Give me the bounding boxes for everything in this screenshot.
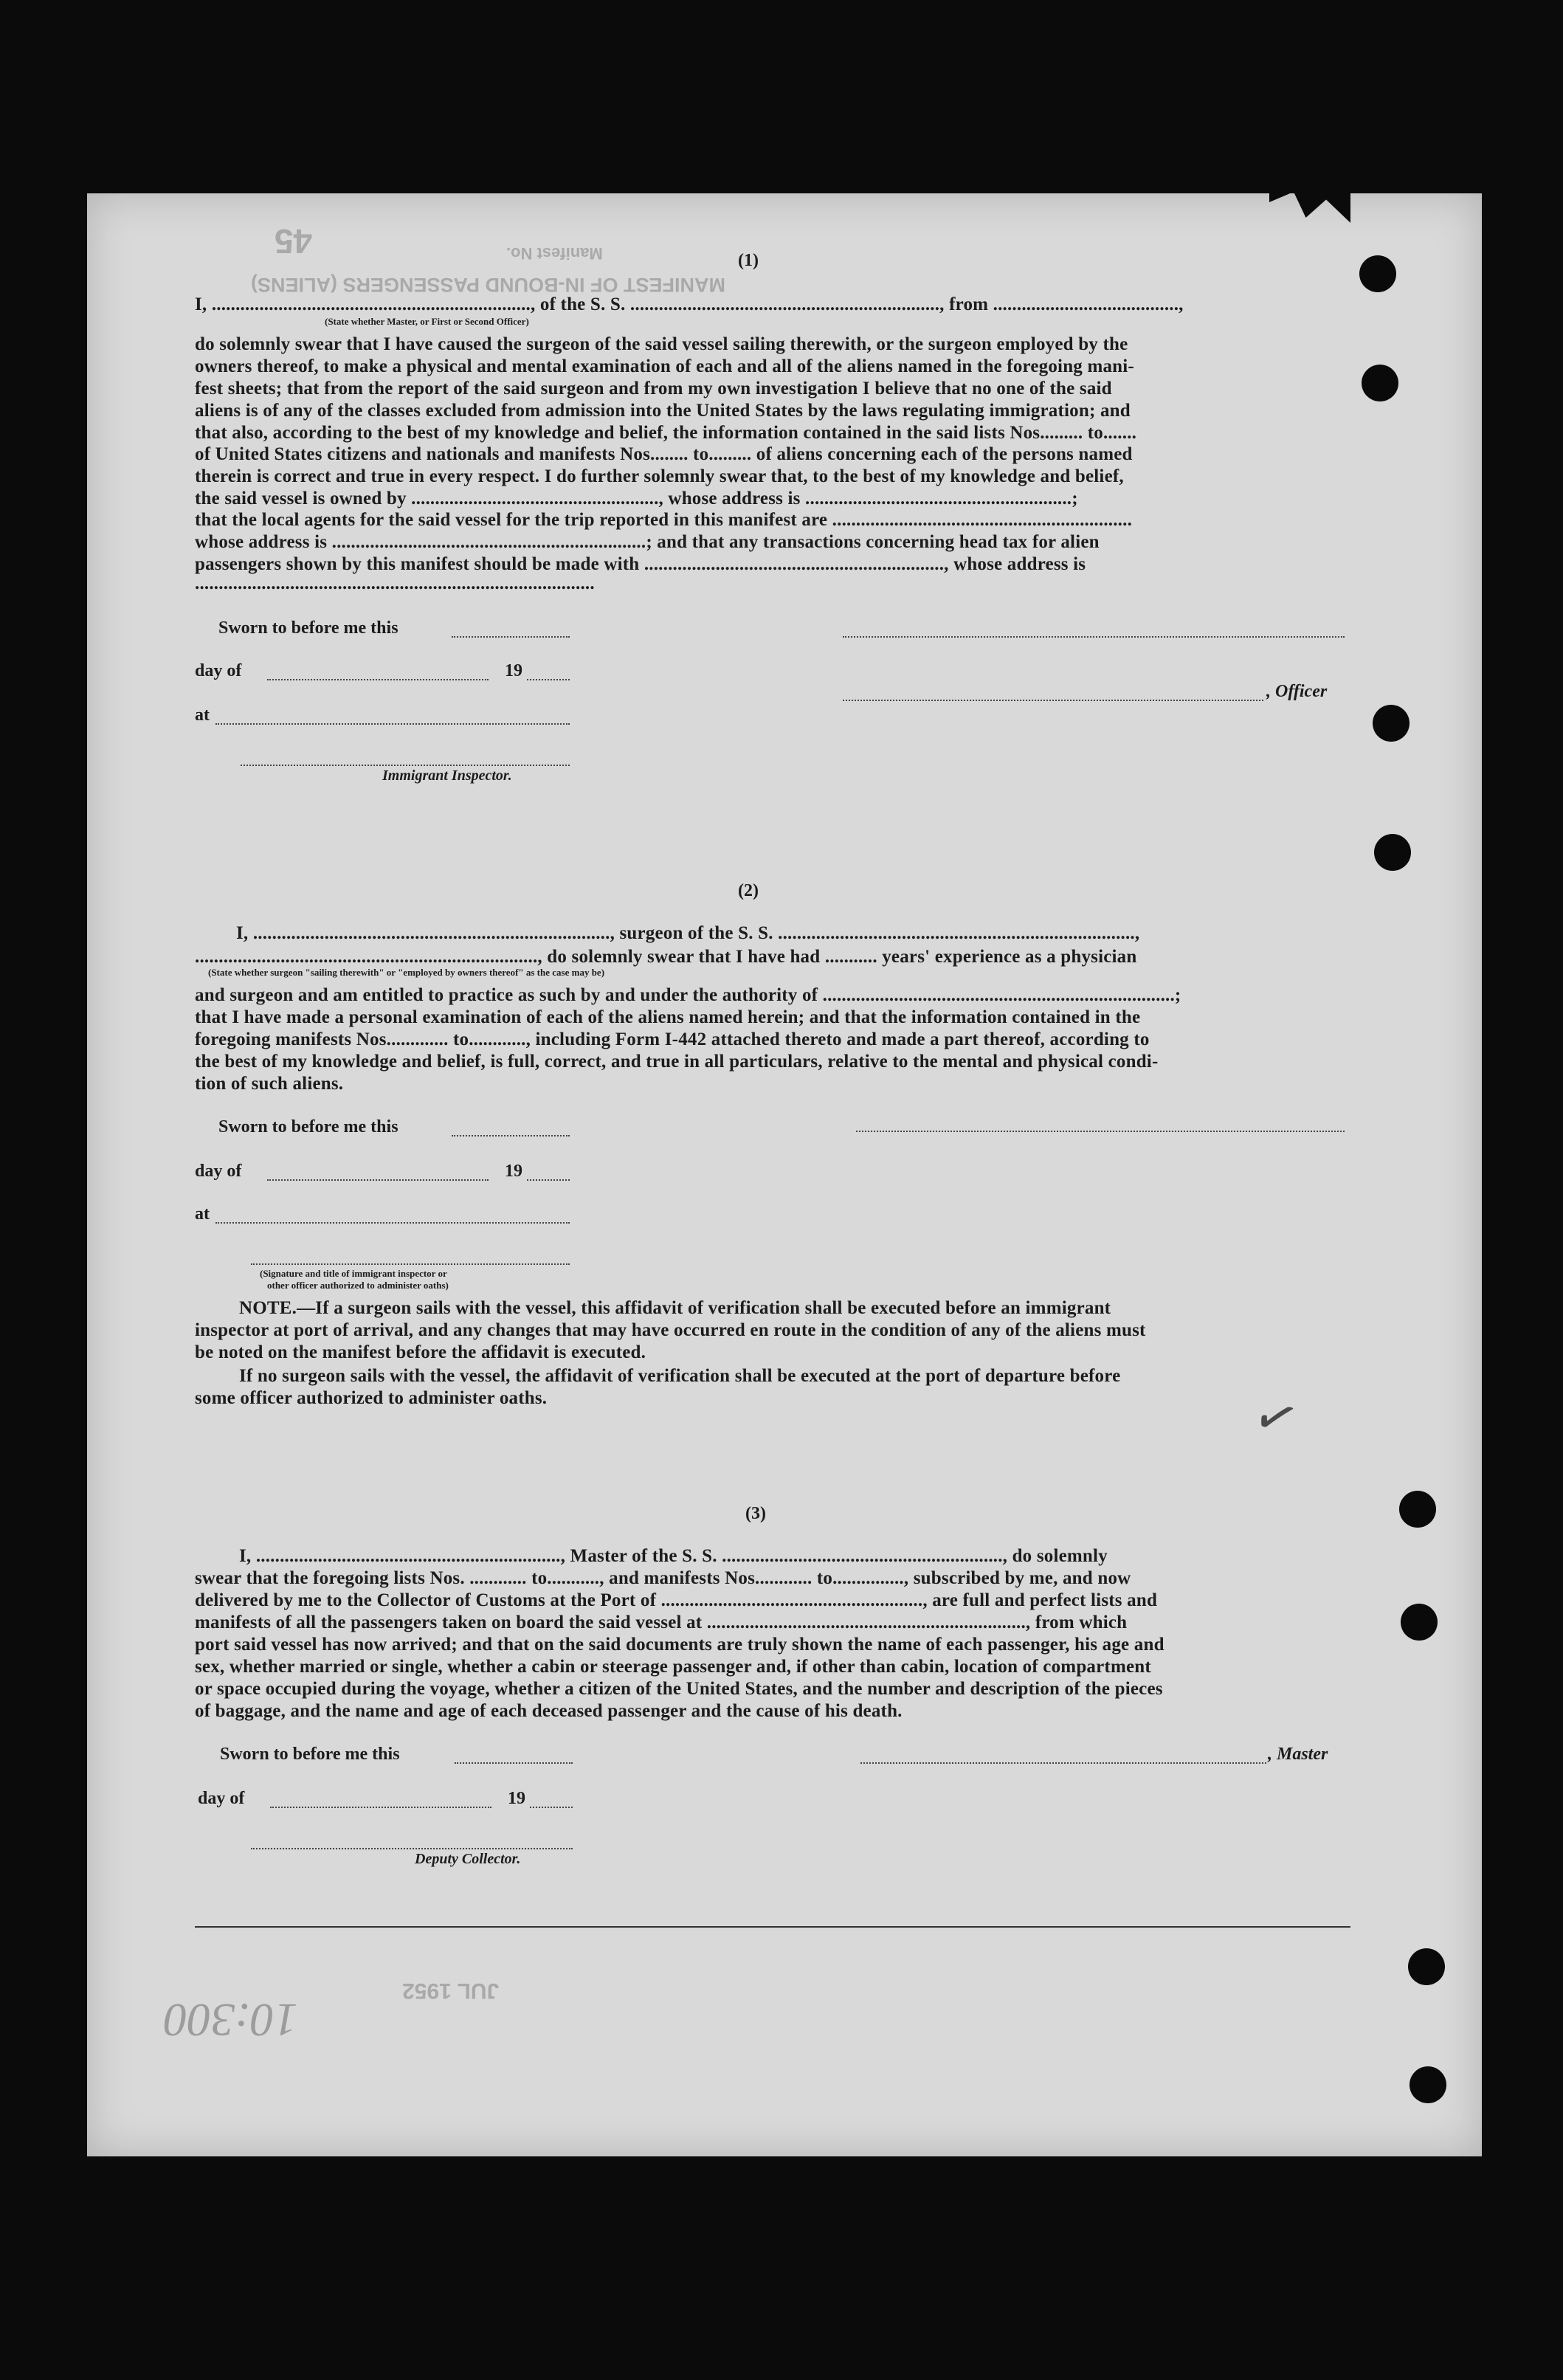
officer-signature-line xyxy=(843,636,1345,638)
section1-body-line: owners thereof, to make a physical and mental examination of each and all of the aliens named in the foregoing mani- xyxy=(195,356,1134,376)
section2-note-line: If no surgeon sails with the vessel, the affidavit of verification shall be executed at the port of departure before xyxy=(239,1366,1121,1386)
section1-body-line: do solemnly swear that I have caused the surgeon of the said vessel sailing therewith, or the surgeon employed by the xyxy=(195,334,1128,354)
punch-hole xyxy=(1359,255,1396,292)
master-signature-line xyxy=(860,1762,1266,1764)
at-line xyxy=(215,1222,570,1224)
section2-body-line: the best of my knowledge and belief, is full, correct, and true in all particulars, relative to the mental and physical condi- xyxy=(195,1052,1159,1072)
section1-body-line: passengers shown by this manifest should be made with ..............................................................., whose address is xyxy=(195,554,1086,574)
section3-body-line: manifests of all the passengers taken on board the said vessel at ..................................................................., from which xyxy=(195,1612,1128,1632)
master-word: Master xyxy=(1277,1745,1328,1764)
section2-body-line: that I have made a personal examination of each of the aliens named herein; and that the information contained in the xyxy=(195,1007,1141,1027)
ghost-stamp: JUL 1952 xyxy=(402,1979,500,2003)
year-line xyxy=(530,1807,573,1808)
section1-intro: I, ..................................................................., of the S. S. ................................................................., from ......................................., xyxy=(195,294,1184,314)
section2-body-line: foregoing manifests Nos............. to............, including Form I-442 attached thereto and made a part thereof, according to xyxy=(195,1029,1150,1049)
section2-note-line: be noted on the manifest before the affidavit is executed. xyxy=(195,1342,646,1362)
section1-officer-note: (State whether Master, or First or Second Officer) xyxy=(325,316,529,327)
section2-number: (2) xyxy=(738,881,759,900)
ghost-handwritten: 10:300 xyxy=(164,1994,298,2046)
section1-at-label: at xyxy=(195,706,210,725)
year-line xyxy=(527,679,570,680)
bottom-rule xyxy=(195,1926,1350,1928)
section1-inspector-label: Immigrant Inspector. xyxy=(382,768,512,784)
section3-master-label: , Master xyxy=(1268,1745,1328,1764)
punch-hole xyxy=(1408,1948,1445,1985)
section3-body-line: of baggage, and the name and age of each deceased passenger and the cause of his death. xyxy=(195,1701,903,1721)
surgeon-signature-line xyxy=(856,1131,1345,1132)
section3-day-label: day of xyxy=(198,1789,245,1808)
section2-year-label: 19 xyxy=(505,1162,522,1181)
punch-hole xyxy=(1410,2066,1446,2103)
at-line xyxy=(215,723,570,725)
day-line xyxy=(267,1179,489,1181)
section3-body-line: or space occupied during the voyage, whether a citizen of the United States, and the number and description of the pieces xyxy=(195,1679,1163,1699)
sworn-date-line xyxy=(452,1135,570,1136)
section2-body-line: and surgeon and am entitled to practice as such by and under the authority of ..........................................................................; xyxy=(195,985,1181,1005)
section1-body-line: aliens is of any of the classes excluded from admission into the United States by the laws regulating immigration; and xyxy=(195,401,1131,421)
section3-body-line: port said vessel has now arrived; and that on the said documents are truly shown the name of each passenger, his age and xyxy=(195,1635,1165,1655)
section1-officer-label: , Officer xyxy=(1266,682,1328,701)
section1-day-label: day of xyxy=(195,661,242,680)
punch-hole xyxy=(1362,365,1398,401)
day-line xyxy=(267,679,489,680)
section1-body-line: whose address is ..................................................................; and that any transactions concerning head tax for alien xyxy=(195,532,1100,552)
section2-at-label: at xyxy=(195,1204,210,1224)
section2-sig-note-2: other officer authorized to administer oaths) xyxy=(267,1280,449,1291)
officer-word: Officer xyxy=(1275,682,1328,701)
section3-sworn-label: Sworn to before me this xyxy=(220,1745,400,1764)
section3-body-line: sex, whether married or single, whether a cabin or steerage passenger and, if other than cabin, location of compartment xyxy=(195,1657,1151,1677)
section1-body-line: that the local agents for the said vessel for the trip reported in this manifest are ............................................................... xyxy=(195,510,1133,530)
section2-day-label: day of xyxy=(195,1162,242,1181)
check-mark: ✓ xyxy=(1245,1382,1307,1454)
section3-body-line: swear that the foregoing lists Nos. ............ to..........., and manifests Nos............ to..............., subscribed by me, and now xyxy=(195,1568,1131,1588)
punch-hole xyxy=(1374,834,1411,871)
section2-sworn-label: Sworn to before me this xyxy=(218,1117,398,1136)
section1-body-line: of United States citizens and nationals and manifests Nos........ to......... of aliens concerning each of the persons named xyxy=(195,444,1133,464)
inspector-signature-line xyxy=(251,1263,570,1265)
section1-sworn-label: Sworn to before me this xyxy=(218,618,398,638)
ghost-title: MANIFEST OF IN-BOUND PASSENGERS (ALIENS) xyxy=(251,274,726,296)
section2-note-line: NOTE.—If a surgeon sails with the vessel, this affidavit of verification shall be executed before an immigrant xyxy=(239,1298,1111,1318)
section3-collector-label: Deputy Collector. xyxy=(415,1851,521,1867)
ghost-manifest-no: 45 xyxy=(275,222,313,261)
collector-signature-line xyxy=(251,1848,573,1849)
ghost-manifest-label: Manifest No. xyxy=(506,244,603,263)
section1-body-line: .................................................................................... xyxy=(195,573,595,593)
punch-hole xyxy=(1399,1491,1436,1528)
section1-body-line: the said vessel is owned by ...................................................., whose address is ........................................................; xyxy=(195,489,1078,508)
section1-body-line: fest sheets; that from the report of the said surgeon and from my own investigation I believe that no one of the said xyxy=(195,379,1112,399)
sworn-date-line xyxy=(452,636,570,638)
section3-year-label: 19 xyxy=(508,1789,525,1808)
section2-intro: I, ..........................................................................., surgeon of the S. S. ..........................................................................., xyxy=(236,923,1140,943)
section2-note-line: inspector at port of arrival, and any changes that may have occurred en route in the condition of any of the aliens must xyxy=(195,1320,1146,1340)
section1-number: (1) xyxy=(738,251,759,270)
section1-body-line: that also, according to the best of my knowledge and belief, the information contained in the said lists Nos......... to....... xyxy=(195,423,1137,443)
section3-body-line: delivered by me to the Collector of Customs at the Port of ......................................................., are full and perfect lists and xyxy=(195,1590,1158,1610)
punch-hole xyxy=(1401,1604,1438,1641)
section3-body-line: I, ................................................................, Master of the S. S. ..........................................................., do solemnly xyxy=(239,1546,1108,1566)
section2-surgeon-note: (State whether surgeon "sailing therewith" or "employed by owners thereof" as the case may be) xyxy=(208,967,605,978)
section2-intro-2: ........................................................................, do solemnly swear that I have had ........... years' experience as a physician xyxy=(195,947,1137,967)
day-line xyxy=(270,1807,491,1808)
officer-title-line xyxy=(843,700,1263,701)
section1-year-label: 19 xyxy=(505,661,522,680)
section2-body-line: tion of such aliens. xyxy=(195,1074,344,1094)
inspector-signature-line xyxy=(241,765,570,766)
section1-body-line: therein is correct and true in every respect. I do further solemnly swear that, to the best of my knowledge and belief, xyxy=(195,466,1124,486)
section3-number: (3) xyxy=(745,1504,766,1523)
punch-hole xyxy=(1373,705,1410,742)
sworn-date-line xyxy=(455,1762,573,1764)
section2-note-line: some officer authorized to administer oaths. xyxy=(195,1388,548,1408)
section2-sig-note: (Signature and title of immigrant inspector or xyxy=(260,1268,447,1279)
year-line xyxy=(527,1179,570,1181)
